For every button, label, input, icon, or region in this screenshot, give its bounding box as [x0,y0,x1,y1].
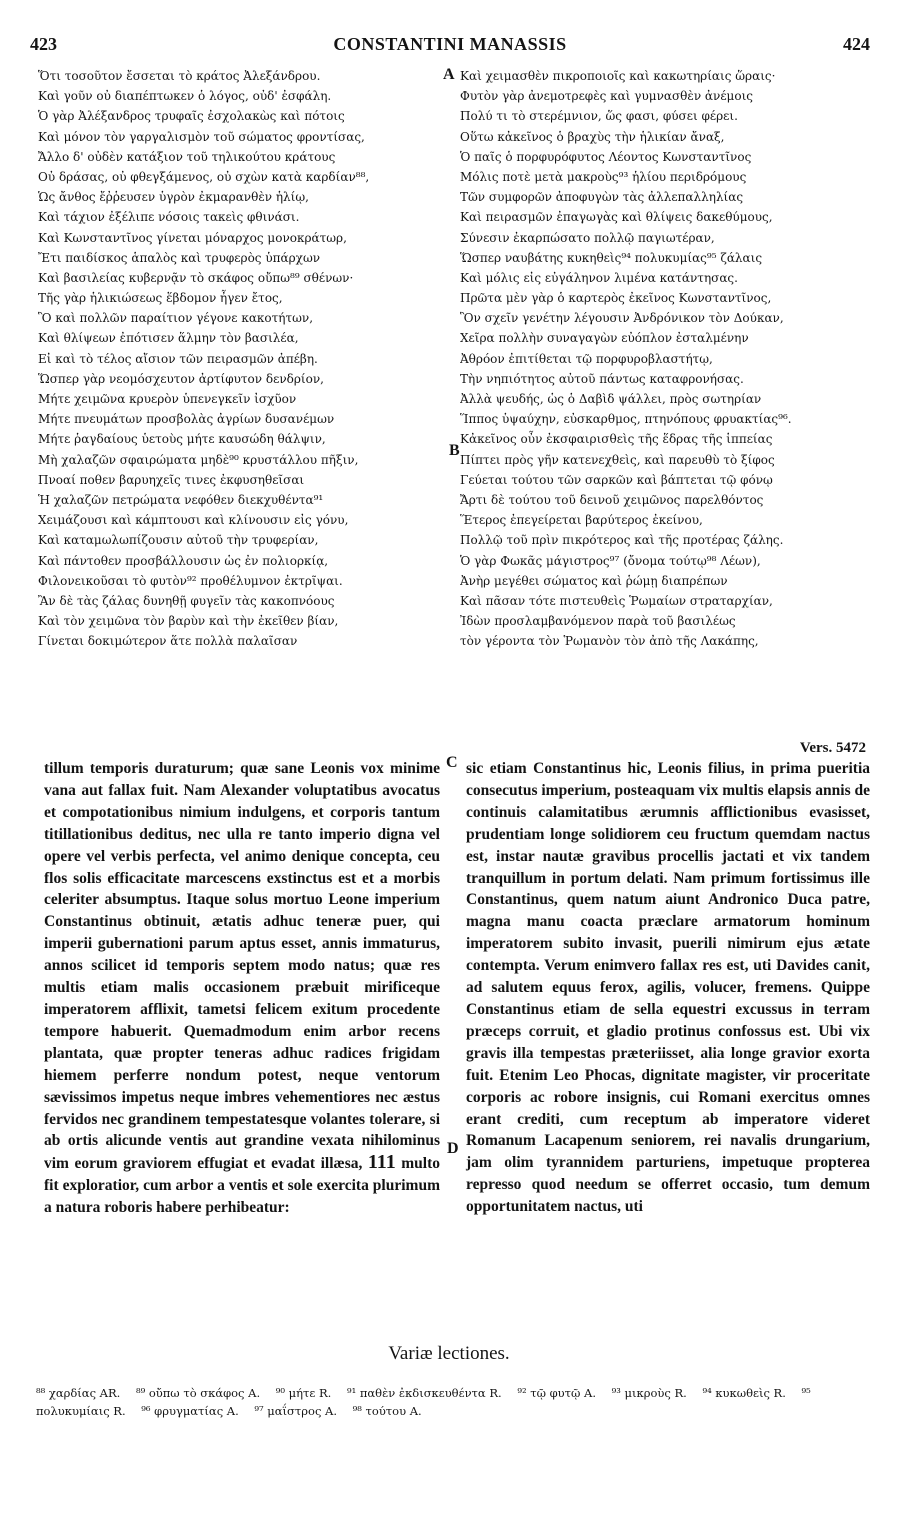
greek-verse-line: Γεύεται τούτου τῶν σαρκῶν καὶ βάπτεται τῷ φόνῳ [460,472,773,487]
greek-verse-line: Ἀθρόον ἐπιτίθεται τῷ πορφυροβλαστήτῳ, [460,351,713,366]
page-number-right: 424 [843,34,870,54]
greek-verse-line: Μήτε χειμῶνα κρυερὸν ὑπενεγκεῖν ἰσχῦον [38,392,297,406]
greek-verse-line: Ἔτι παιδίσκος ἁπαλὸς καὶ τρυφερὸς ὑπάρχων [38,250,321,265]
greek-verse-line: Καὶ πειρασμῶν ἐπαγωγὰς καὶ θλίψεις δακεθύμους, [460,210,773,225]
latin-translation-right [466,758,870,1218]
margin-marker-a: A [443,66,455,83]
greek-verse-line: Γίνεται δοκιμώτερον ἅτε πολλὰ παλαῖσαν [38,634,298,649]
greek-verse-line: Χειμάζουσι καὶ κάμπτουσι καὶ κλίνουσιν εἰς γόνυ, [38,513,349,528]
greek-verse-line: Ἕτερος ἐπεγείρεται βαρύτερος ἐκείνου, [460,513,703,528]
variant-note: ⁹⁵ πολυκυμίαις R. [36,1386,811,1418]
variant-note: ⁹⁴ κυκωθεὶς R. [702,1386,786,1400]
greek-verse-line: Οὕτω κἀκεῖνος ὁ βραχὺς τὴν ἡλικίαν ἄναξ, [460,129,725,144]
variant-note: ⁸⁸ χαρδίας AR. [36,1386,121,1400]
greek-verse-line: Καὶ χειμασθὲν πικροποιοῖς καὶ κακωτηρίαις ὥραις· [460,69,776,83]
greek-verse-line: Ὃν σχεῖν γενέτην λέγουσιν Ἀνδρόνικον τὸν Δούκαν, [460,311,784,326]
greek-verse-line: τὸν γέροντα τὸν Ῥωμανὸν τὸν ἀπὸ τῆς Λακάπης, [460,634,759,649]
greek-verse-line: Καὶ μόνον τὸν γαργαλισμὸν τοῦ σώματος φροντίσας, [38,129,365,144]
greek-verse-line: Ἄλλο δ' οὐδὲν κατάξιον τοῦ τηλικούτου κράτους [38,149,336,164]
greek-verse-line: Ἂν δὲ τὰς ζάλας δυνηθῇ φυγεῖν τὰς κακοπνόους [38,593,335,608]
latin-text-left: tillum temporis duraturum; quæ sane Leonis vox minime vana aut fallax fuit. Nam Alexander voluptatibus avocatus et compotationibus nimium indulgens, et corporis tantum titillationibus deditus, nec ulla re tanto imperio digna vel opere vel verbis perfecta, vel animo denique concepta, ceu flos solis efficacitate marcescens exstinctus est et a morbis celeriter absumptus. Itaque solus mortuo Leone imperium Constantinus obtinuit, ætatis adhuc teneræ puer, qui imperii gubernationi parum aptus esset, annis immaturus, annos scilicet id temporis septem modo natus; quæ res multis etiam malis occasionem præbuit mirificeque imperatorem afflixit, tametsi felicem exitum procedente tempore habuerit. Quemadmodum enim arbor recens plantata, quæ propter teneras adhuc radices frigidam hiemem perferre nondum potest, neque ventorum sævissimos impetus neque imbres vehementiores nec æstus fervidos nec grandinem tempestatesque volantes tolerare, si ab ortis alicunde ventis aut grandine vexata nihilominus vim eorum graviorem effugiat et evadat illæsa, [44,760,440,1173]
greek-verse-line: Φιλονεικοῦσαι τὸ φυτὸν⁹² προθέλυμνον ἐκτρῖψαι. [38,573,343,588]
greek-verse-line: Μόλις ποτὲ μετὰ μακροὺς⁹³ ἡλίου περιδρόμους [460,169,747,184]
greek-verse-line: Πρῶτα μὲν γὰρ ὁ καρτερὸς ἐκεῖνος Κωνσταντῖνος, [460,291,772,306]
variant-readings [36,1384,868,1420]
greek-verse-line: Ὁ παῖς ὁ πορφυρόφυτος Λέοντος Κωνσταντῖνος [460,149,752,164]
greek-verse-line: Καὶ πάντοθεν προσβάλλουσιν ὡς ἐν πολιορκίᾳ, [38,553,329,568]
verse-number: Vers. 5472 [799,740,866,756]
greek-verse-line: Ὃ καὶ πολλῶν παραίτιον γέγονε κακοτήτων, [38,311,314,326]
variant-note: ⁹⁶ φρυγματίας A. [141,1404,239,1418]
greek-verse-line: Ἄρτι δὲ τούτου τοῦ δεινοῦ χειμῶνος παρελθόντος [460,492,764,507]
greek-verse-line: Πίπτει πρὸς γῆν κατενεχθεὶς, καὶ παρευθὺ τὸ ξίφος [460,452,775,467]
variant-note: ⁹⁸ τούτου A. [352,1404,422,1418]
margin-marker-b: B [449,442,460,459]
greek-verse-line: Κἀκεῖνος οὖν ἐκσφαιρισθεὶς τῆς ἕδρας τῆς ἱππείας [460,432,773,447]
greek-verse-line: Πνοαί ποθεν βαρυηχεῖς τινες ἐκφυσηθεῖσαι [38,472,305,487]
greek-verse-line: Καὶ βασιλείας κυβερνᾷν τὸ σκάφος οὔπω⁸⁹ σθένων· [38,270,354,285]
greek-verse-line: Καὶ μόλις εἰς εὐγάληνον λιμένα κατάντησας. [460,270,738,285]
greek-verse-line: Σύνεσιν ἐκαρπώσατο πολλῷ παγιωτέραν, [460,230,715,245]
variant-note: ⁹¹ παθὲν ἐκδισκευθέντα R. [346,1386,502,1400]
greek-verse-line: Ὁ γὰρ Ἀλέξανδρος τρυφαῖς ἐσχολακὼς καὶ πότοις [38,109,345,124]
greek-verse-line: Ὁ γὰρ Φωκᾶς μάγιστρος⁹⁷ (ὄνομα τούτῳ⁹⁸ Λέων), [460,553,761,568]
latin-translation-left [44,758,440,1219]
greek-verse-line: Πολλῷ τοῦ πρὶν πικρότερος καὶ τῆς προτέρας ζάλης. [460,533,784,548]
greek-verse-line: Ὡς ἄνθος ἔῤῥευσεν ὑγρὸν ἐκμαρανθὲν ἡλίῳ, [38,190,309,205]
greek-verse-line: Τῶν συμφορῶν ἀποφυγὼν τὰς ἀλλεπαλληλίας [460,190,744,205]
greek-verse-line: Καὶ καταμωλωπίζουσιν αὐτοῦ τὴν τρυφερίαν, [38,533,319,548]
variant-note: ⁹³ μικροὺς R. [611,1386,687,1400]
margin-marker-c: C [446,754,458,771]
variant-note: ⁸⁹ οὔπω τὸ σκάφος A. [135,1386,261,1400]
greek-verse-line: Φυτὸν γὰρ ἀνεμοτρεφὲς καὶ γυμνασθὲν ἀνέμοις [460,89,753,104]
greek-verse-line: Καὶ τάχιον ἐξέλιπε νόσοις τακεὶς φθινάσι. [38,210,300,225]
latin-text-right: sic etiam Constantinus hic, Leonis filius, in prima pueritia consecutus imperium, posteaquam vix multis elapsis annis de continuis calamitatibus ærumnis afflictionibus evasisset, prudentiam longe solidiorem ceu fructum quemdam nactus est, instar nautæ gravibus procellis jactati et vix tandem tranquillum in portum delati. Nam primum fortissimus ille Constantinus, quem natum aiunt Andronico Duca patre, magna manu coacta præclare armatorum hominum imperatorem subito invasit, puerili nimirum ejus ætate contempta. Verum enimvero fallax res est, uti Davides canit, ad salutem equus ferox, agilis, volucer, fremens. Quippe Constantinus etiam de sella equestri excussus in terram præceps corruit, et gladio protinus confossus est. Ubi vix gravis illa tempestas præteriisset, alia longe gravior exorta fuit. Etenim Leo Phocas, dignitate magister, vir proceritate corporis ac robore insignis, cui Romani exercitus omnes erant crediti, cum receptum ab imperatore videret Romanum Lacapenum seniorem, rei navalis drungarium, jam olim tyrannidem parturiens, impetuque propterea represso quod needum se offerret occasio, tum demum opportunitatem nactus, uti [466,760,870,1216]
greek-verse-line: Ἰδὼν προσλαμβανόμενον παρὰ τοῦ βασιλέως [460,614,736,629]
variant-note: ⁹⁷ μαΐστρος A. [254,1404,337,1418]
latin-text-left-end: multo fit exploratior, cum arbor a ventis et sole exercita plurimum a natura roboris habere perhibeatur: [44,1155,440,1217]
greek-verse-line: Χεῖρα πολλὴν συναγαγὼν εὐόπλον ἐσταλμένην [460,331,749,346]
greek-verse-line: Οὐ δράσας, οὐ φθεγξάμενος, οὐ σχὼν κατὰ καρδίαν⁸⁸, [38,169,370,184]
greek-verse-line: Ὅτι τοσοῦτον ἔσσεται τὸ κράτος Ἀλεξάνδρου. [38,69,321,83]
greek-verse-line: Πολύ τι τὸ στερέμνιον, ὥς φασι, φύσει φέρει. [460,109,738,124]
column-number: 111 [367,1151,396,1174]
greek-verse-line: Ἀνὴρ μεγέθει σώματος καὶ ῥώμῃ διαπρέπων [460,573,728,588]
greek-verse-line: Καὶ θλίψεων ἐπότισεν ἅλμην τὸν βασιλέα, [38,331,299,346]
greek-verse-column-left [38,66,436,651]
page-number-left: 423 [30,34,57,54]
running-title: CONSTANTINI MANASSIS [333,34,567,54]
greek-verse-line: Καὶ Κωνσταντῖνος γίνεται μόναρχος μονοκράτωρ, [38,230,347,245]
greek-verse-line: Καὶ πᾶσαν τότε πιστευθεὶς Ῥωμαίων στραταρχίαν, [460,593,773,608]
greek-verse-line: Ὥσπερ γὰρ νεομόσχευτον ἀρτίφυτον δενδρίον, [38,371,324,386]
greek-verse-line: Τῆς γὰρ ἡλικιώσεως ἕβδομον ἦγεν ἔτος, [38,291,283,306]
variant-note: ⁹⁰ μήτε R. [275,1386,332,1400]
greek-verse-line: Μήτε πνευμάτων προσβολὰς ἀγρίων δυσανέμων [38,412,335,427]
greek-verse-line: Ὥσπερ ναυβάτης κυκηθεὶς⁹⁴ πολυκυμίας⁹⁵ ζάλαις [460,250,763,265]
greek-verse-line: Μήτε ῥαγδαίους ὑετοὺς μήτε καυσώδη θάλψιν, [38,432,326,447]
greek-verse-line: Ἵππος ὑψαύχην, εὐσκαρθμος, πτηνόπους φρυακτίας⁹⁶. [460,412,792,427]
greek-verse-line: Τὴν νηπιότητος αὐτοῦ πάντως καταφρονήσας. [460,371,744,386]
greek-verse-line: Ἡ χαλαζῶν πετρώματα νεφόθεν διεκχυθέντα⁹¹ [38,492,324,507]
greek-verse-line: Καὶ γοῦν οὐ διαπέπτωκεν ὁ λόγος, οὐδ' ἐσφάλη. [38,89,332,104]
variae-lectiones-heading: Variæ lectiones. [388,1343,510,1364]
margin-marker-d: D [447,1140,459,1157]
variant-note: ⁹² τῷ φυτῷ A. [517,1386,596,1400]
page-header [30,34,870,58]
greek-verse-line: Εἰ καὶ τὸ τέλος αἴσιον τῶν πειρασμῶν ἀπέβη. [38,351,318,366]
greek-verse-line: Καὶ τὸν χειμῶνα τὸν βαρὺν καὶ τὴν ἐκεῖθεν βίαν, [38,614,339,629]
greek-verse-line: Μὴ χαλαζῶν σφαιρώματα μηδὲ⁹⁰ κρυστάλλου πῆξιν, [38,452,359,467]
greek-verse-line: Ἀλλὰ ψευδής, ὡς ὁ Δαβὶδ ψάλλει, πρὸς σωτηρίαν [460,392,762,406]
greek-verse-column-right [460,66,870,651]
